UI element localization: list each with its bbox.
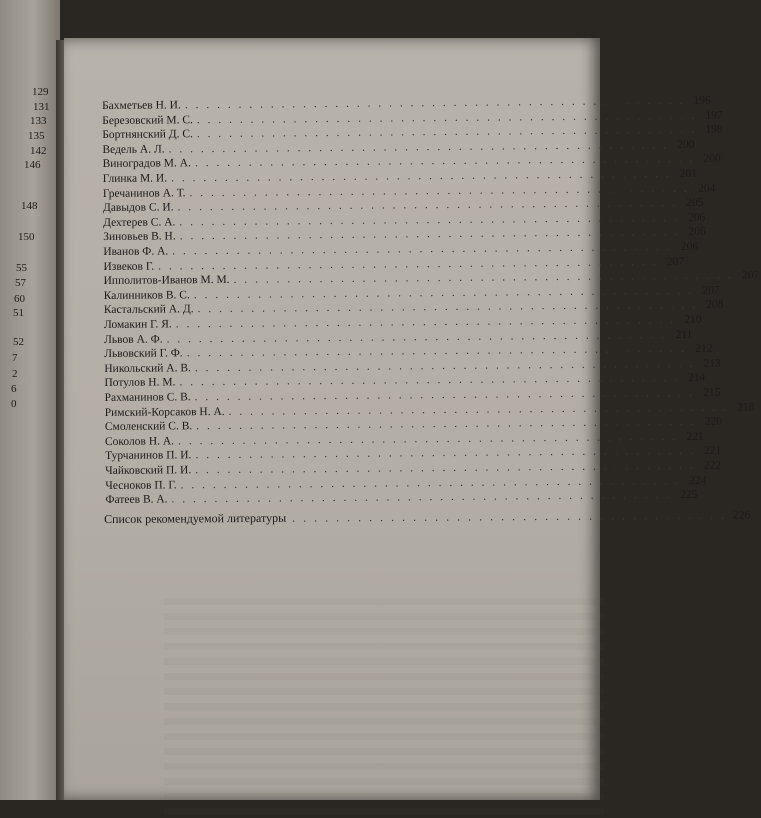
toc-entry-page: 213 bbox=[703, 357, 721, 370]
leader-dots: . . . . . . . . . . . . . . . . . . . . . . . . . . . . . . . . . . . . . . . . . . . . . . . bbox=[194, 357, 695, 374]
leader-dots: . . . . . . . . . . . . . . . . . . . . . . . . . . . . . . . . . . . . . . . . . . . . . . . bbox=[171, 489, 672, 506]
toc-entry-page: 218 bbox=[737, 400, 755, 414]
leader-dots: . . . . . . . . . . . . . . . . . . . . . . . . . . . . . . . . . . . . . . . . . . . . . . . bbox=[179, 211, 680, 229]
toc-entry-name: Кастальский А. Д. bbox=[103, 303, 194, 317]
bibliography-entry bbox=[104, 507, 751, 528]
toc-entry-name: Ипполитов-Иванов М. М. bbox=[103, 274, 230, 288]
leader-dots: . . . . . . . . . . . . . . . . . . . . . . . . . . . . . . . . . . . . . . . . . . . . . . . bbox=[158, 255, 658, 273]
toc-entry-page: 197 bbox=[705, 109, 723, 122]
toc-entry-page: 208 bbox=[706, 298, 724, 312]
leader-dots: . . . . . . . . . . . . . . . . . . . . . . . . . . . . . . . . . . . . . . . . . . . . . . . bbox=[186, 343, 687, 360]
toc-entry-page: 200 bbox=[703, 152, 721, 166]
leader-dots: . . . . . . . . . . . . . . . . . . . . . . . . . . . . . . . . . . . . . . . . . . . . . . . bbox=[197, 299, 698, 316]
toc-entry-name: Глинка М. И. bbox=[102, 172, 168, 185]
toc-entry-name: Зиновьев В. Н. bbox=[103, 230, 176, 244]
toc-entry-name: Иванов Ф. А. bbox=[103, 245, 169, 258]
leader-dots: . . . . . . . . . . . . . . . . . . . . . . . . . . . . . . . . . . . . . . . . . . . . . . . bbox=[177, 197, 678, 214]
toc-entry-page: 200 bbox=[677, 138, 695, 151]
left-page-number: 131 bbox=[33, 101, 50, 113]
left-page-number: 51 bbox=[13, 307, 24, 319]
left-page-number: 2 bbox=[12, 368, 18, 380]
left-page-number: 129 bbox=[32, 86, 49, 98]
leader-dots: . . . . . . . . . . . . . . . . . . . . . . . . . . . . . . . . . . . . . . . . . . . . . . . bbox=[168, 138, 669, 156]
toc-entry-name: Ведель А. Л. bbox=[102, 143, 165, 156]
left-page-number: 52 bbox=[13, 336, 24, 348]
leader-dots: . . . . . . . . . . . . . . . . . . . . . . . . . . . . . . . . . . . . . . . . . . . . . . . bbox=[195, 459, 696, 477]
toc-entry-name: Извеков Г. bbox=[103, 260, 155, 273]
toc-entry-name: Давыдов С. И. bbox=[102, 201, 174, 215]
leader-dots: . . . . . . . . . . . . . . . . . . . . . . . . . . . . . . . . . . . . . . . . . . . . . . . bbox=[196, 123, 697, 141]
toc-entry-name: Рахманинов С. В. bbox=[104, 391, 191, 404]
toc-entry-name: Потулов Н. М. bbox=[104, 376, 176, 390]
leader-dots: . . . . . . . . . . . . . . . . . . . . . . . . . . . . . . . . . . . . . . . . . . . . . . . bbox=[171, 168, 671, 185]
toc-entry-name: Калинников В. С. bbox=[103, 289, 190, 302]
bibliography-page: 226 bbox=[732, 507, 751, 522]
toc-entry-page: 198 bbox=[705, 123, 723, 136]
left-page-number: 55 bbox=[16, 262, 27, 274]
toc-entry-page: 204 bbox=[698, 182, 716, 195]
toc-entry-page: 224 bbox=[689, 474, 707, 487]
toc-entry-page: 201 bbox=[679, 167, 697, 180]
toc-entry-page: 196 bbox=[693, 94, 711, 107]
left-page-number: 57 bbox=[15, 277, 26, 289]
toc-entry-page: 207 bbox=[702, 284, 720, 297]
leader-dots: . . . . . . . . . . . . . . . . . . . . . . . . . . . . . . . . . . . . . . . . . . . . . . . bbox=[177, 430, 678, 448]
left-page-number: 142 bbox=[30, 145, 47, 157]
left-page-number: 133 bbox=[30, 115, 47, 127]
toc-entry-name: Чесноков П. Г. bbox=[105, 478, 177, 492]
left-page-number: 0 bbox=[11, 398, 17, 410]
toc-entry-name: Виноградов М. А. bbox=[102, 157, 191, 171]
left-page-number: 60 bbox=[14, 293, 25, 305]
toc-entry-name: Львов А. Ф. bbox=[104, 333, 163, 346]
toc-entry-name: Никольский А. В. bbox=[104, 362, 191, 375]
toc-entry-name: Бахметьев Н. И. bbox=[102, 99, 181, 112]
leader-dots: . . . . . . . . . . . . . . . . . . . . . . . . . . . . . . . . . . . . . . . . . . . . . . . bbox=[179, 226, 680, 243]
leader-dots: . . . . . . . . . . . . . . . . . . . . . . . . . . . . . . . . . . . . . . . . . . . . . . . bbox=[194, 153, 695, 170]
leader-dots: . . . . . . . . . . . . . . . . . . . . . . . . . . . . . . . . . . . . . . . . . . . . . . . bbox=[196, 416, 697, 433]
leader-dots: . . . . . . . . . . . . . . . . . . . . . . . . . . . . . . . . . . . . . . . . . . . . . . . bbox=[175, 314, 676, 331]
bibliography-title: Список рекомендуемой литературы bbox=[104, 510, 287, 526]
toc-entry-name: Гречанинов А. Т. bbox=[102, 186, 186, 200]
toc-entry-page: 212 bbox=[695, 342, 713, 356]
left-page-number: 7 bbox=[12, 352, 18, 364]
leader-dots: . . . . . . . . . . . . . . . . . . . . . . . . . . . . . . . . . . . . . . . . . . . . . . . bbox=[179, 372, 680, 389]
leader-dots: . . . . . . . . . . . . . . . . . . . . . . . . . . . . . . . . . . . . . . . . . . . . . . . bbox=[172, 241, 673, 258]
toc-entry-page: 207 bbox=[742, 269, 760, 282]
toc-entry-page: 205 bbox=[686, 196, 704, 210]
leader-dots: . . . . . . . . . . . . . . . . . . . . . . . . . . . . . . . . . . . . . . . . . . . . . . . bbox=[194, 386, 695, 404]
toc-entry-page: 220 bbox=[704, 415, 723, 428]
left-page-number: 150 bbox=[18, 231, 35, 243]
left-page-number: 148 bbox=[21, 200, 38, 212]
toc-entry-page: 210 bbox=[684, 313, 702, 326]
toc-entry-name: Соколов Н. А. bbox=[104, 435, 175, 448]
leader-dots: . . . . . . . . . . . . . . . . . . . . . . . . . . . . . . . . . . . . . . . . . . . . . . . bbox=[193, 284, 694, 302]
toc-entry-name: Римский-Корсаков Н. А. bbox=[104, 405, 225, 419]
leader-dots: . . . . . . . . . . . . . . . . . . . . . . . . . . . . . . . . . . . . . . . . . . . . . . . bbox=[196, 109, 697, 126]
toc-entry-page: 222 bbox=[703, 459, 722, 472]
leader-dots: . . . . . . . . . . . . . . . . . . . . . . . . . . . . . . . . . . . . . . . . . . . . . . . bbox=[184, 94, 685, 112]
toc-entry-page: 215 bbox=[703, 386, 721, 399]
leader-dots: . . . . . . . . . . . . . . . . . . . . . . . . . . . . . . . . . . . . . . . . bbox=[292, 507, 727, 525]
leader-dots: . . . . . . . . . . . . . . . . . . . . . . . . . . . . . . . . . . . . . . . . . . . . . . . bbox=[228, 401, 729, 418]
toc-entry-page: 206 bbox=[680, 240, 699, 253]
leader-dots: . . . . . . . . . . . . . . . . . . . . . . . . . . . . . . . . . . . . . . . . . . . . . . . bbox=[195, 445, 696, 462]
toc-entry-page: 206 bbox=[688, 226, 706, 239]
toc-entry-name: Березовский М. С. bbox=[102, 113, 193, 127]
toc-entry-name: Дехтерев С. А. bbox=[103, 216, 176, 229]
left-page-number: 146 bbox=[24, 159, 41, 171]
toc-entry-name: Фатеев В. А. bbox=[105, 493, 168, 507]
toc-entry-name: Чайковский П. И. bbox=[105, 464, 192, 477]
leader-dots: . . . . . . . . . . . . . . . . . . . . . . . . . . . . . . . . . . . . . . . . . . . . . . . bbox=[189, 182, 690, 199]
left-page bbox=[0, 0, 60, 800]
toc-entry-name: Львовский Г. Ф. bbox=[104, 347, 183, 361]
toc-entry-page: 214 bbox=[688, 372, 706, 385]
toc-entry-name: Турчанинов П. И. bbox=[105, 449, 192, 463]
toc-entry-page: 221 bbox=[686, 430, 704, 443]
toc-entry-name: Бортнянский Д. С. bbox=[102, 128, 193, 142]
left-page-number: 135 bbox=[28, 130, 45, 142]
leader-dots: . . . . . . . . . . . . . . . . . . . . . . . . . . . . . . . . . . . . . . . . . . . . . . . bbox=[180, 474, 681, 491]
leader-dots: . . . . . . . . . . . . . . . . . . . . . . . . . . . . . . . . . . . . . . . . . . . . . . . bbox=[233, 269, 734, 287]
toc-entry-name: Ломакин Г. Я. bbox=[103, 318, 172, 331]
show-through-text bbox=[164, 598, 604, 818]
toc-entry-page: 211 bbox=[675, 328, 693, 341]
left-page-number: 6 bbox=[11, 383, 17, 395]
toc-entry-name: Смоленский С. В. bbox=[104, 420, 193, 434]
toc-entry-page: 206 bbox=[687, 211, 706, 224]
toc-entry-page: 207 bbox=[666, 255, 684, 268]
toc-entry-page: 221 bbox=[703, 445, 722, 458]
toc-entry-page: 225 bbox=[680, 489, 698, 502]
leader-dots: . . . . . . . . . . . . . . . . . . . . . . . . . . . . . . . . . . . . . . . . . . . . . . . bbox=[166, 328, 667, 346]
